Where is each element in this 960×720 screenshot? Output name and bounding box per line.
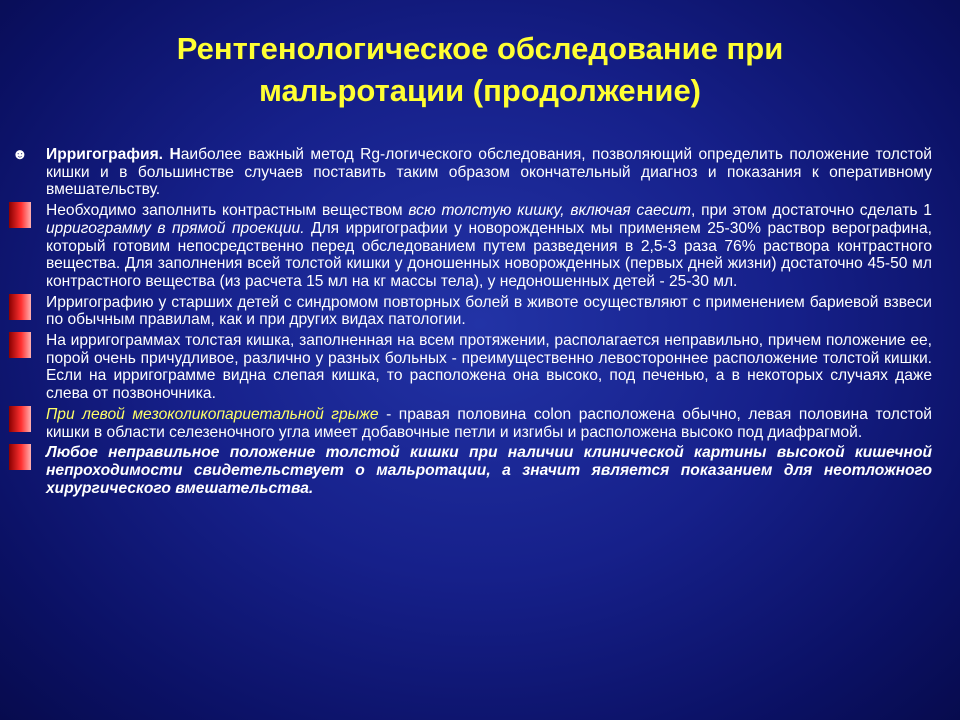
red-square-bullet-icon xyxy=(9,406,31,432)
older-children-text: Ирригографию у старших детей с синдромом повторных болей в животе осуществляют с применением бариевой взвеси по обычным правилам, как и при других видах патологии. xyxy=(46,293,932,329)
bullet-conclusion xyxy=(46,444,932,497)
irrigography-term: Ирригография. Н xyxy=(46,146,181,163)
left-hernia-term: При левой мезоколикопариетальной грыже xyxy=(46,405,379,423)
contrast-italic-1: всю толстую кишку, включая саесит xyxy=(408,202,691,220)
red-square-bullet-icon xyxy=(9,332,31,358)
irrigography-text: аиболее важный метод Rg-логического обследования, позволяющий определить положение толстой кишки и в большинстве случаев поставить таким образом окончательный диагноз и показания к оперативному вмешательству. xyxy=(46,146,932,199)
red-square-bullet-icon xyxy=(9,294,31,320)
contrast-italic-2: ирригограмму в прямой проекции. xyxy=(46,219,305,237)
bullet-contrast-filling xyxy=(46,202,932,291)
contrast-text-3: Для ирригографии у новорожденных мы применяем 25-30% раствор верографина, который готовим непосредственно перед обследованием путем разведения в 2,5-3 раза 76% раствора контрастного вещества. Для заполнения всей толстой кишки у доношенных новорожденных (первых дней жизни) достаточно 45-50 мл контрастного вещества (из расчета 15 мл на кг массы тела), у недоношенных детей - 25-30 мл. xyxy=(46,219,932,290)
left-hernia-text: - правая половина colon расположена обычно, левая половина толстой кишки в области селезеночного угла имеет добавочные петли и изгибы и расположена высоко под диафрагмой. xyxy=(46,405,932,441)
bullet-older-children xyxy=(46,294,932,329)
contrast-text-1: Необходимо заполнить контрастным веществом xyxy=(46,202,409,220)
red-square-bullet-icon xyxy=(9,444,31,470)
irrigogram-findings-text: На ирригограммах толстая кишка, заполненная на всем протяжении, располагается неправильно, причем положение ее, порой очень причудливое, различно у разных больных - преимущественно левостороннее расположение толстой кишки. Если на ирригограмме видна слепая кишка, то расположена она высоко, под печенью, а в некоторых случаях даже слева от позвоночника. xyxy=(46,332,932,403)
bullet-left-hernia xyxy=(46,406,932,441)
bullet-irrigogram-findings xyxy=(46,332,932,403)
red-square-bullet-icon xyxy=(9,202,31,228)
bullet-irrigography xyxy=(12,146,932,199)
slide-content xyxy=(12,146,932,500)
contrast-text-2: , при этом достаточно сделать 1 xyxy=(690,202,932,220)
conclusion-text: Любое неправильное положение толстой кишки при наличии клинической картины высокой кишечной непроходимости свидетельствует о мальротации, а значит является показанием для неотложного хирургического вмешательства. xyxy=(46,444,932,497)
slide-title-line-1: Рентгенологическое обследование при xyxy=(176,31,784,66)
slide-title-line-2: мальротации (продолжение) xyxy=(258,73,702,108)
slide-title xyxy=(60,28,900,112)
smiley-icon: ☻ xyxy=(12,146,28,163)
